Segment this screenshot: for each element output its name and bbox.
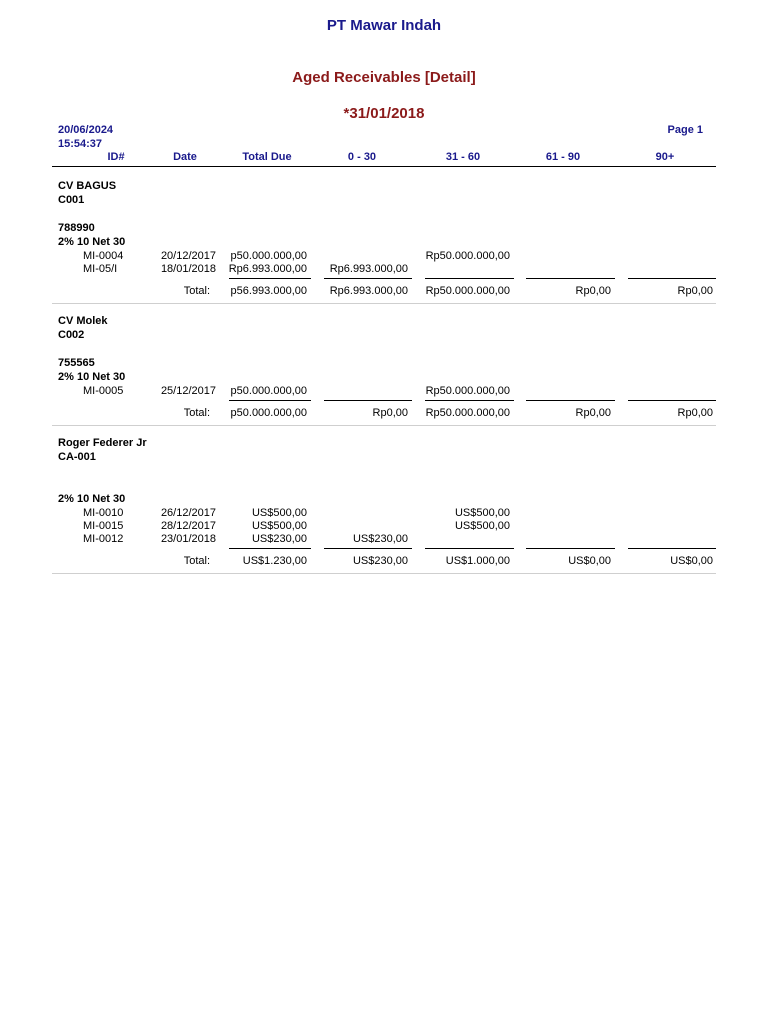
column-header-6: 90+ (655, 151, 675, 163)
total-amount-d90: Rp0,00 (677, 407, 713, 419)
invoice-amount-d31-60: Rp50.000.000,00 (425, 250, 510, 262)
total-amount-d90: US$0,00 (670, 555, 713, 567)
subtotal-rule (628, 548, 716, 549)
total-amount-d31-60: Rp50.000.000,00 (425, 285, 510, 297)
report-title: Aged Receivables [Detail] (292, 69, 476, 86)
company-name: PT Mawar Indah (326, 17, 442, 34)
customer-separator (52, 573, 716, 574)
subtotal-rule (526, 400, 615, 401)
subtotal-rule (229, 400, 311, 401)
report-as-of-date: *31/01/2018 (343, 105, 425, 122)
subtotal-rule (628, 278, 716, 279)
invoice-date: 28/12/2017 (160, 520, 216, 532)
customer-account: 788990 (58, 222, 95, 234)
total-amount-d0-30: Rp6.993.000,00 (329, 285, 408, 297)
customer-code: C001 (58, 194, 85, 206)
invoice-amount-d31-60: US$500,00 (454, 520, 510, 532)
total-amount-d31-60: US$1.000,00 (445, 555, 510, 567)
column-header-5: 61 - 90 (545, 151, 581, 163)
total-amount-d61-90: US$0,00 (568, 555, 611, 567)
customer-account: 755565 (58, 357, 95, 369)
header-underline (52, 166, 716, 167)
column-header-4: 31 - 60 (445, 151, 481, 163)
payment-terms: 2% 10 Net 30 (58, 371, 126, 383)
total-label: Total: (183, 555, 210, 567)
customer-separator (52, 303, 716, 304)
total-amount-total-due: US$1.230,00 (242, 555, 307, 567)
customer-name: Roger Federer Jr (58, 437, 147, 449)
payment-terms: 2% 10 Net 30 (58, 236, 126, 248)
invoice-amount-total-due: US$500,00 (251, 520, 307, 532)
total-amount-d90: Rp0,00 (677, 285, 713, 297)
invoice-amount-total-due: Rp6.993.000,00 (228, 263, 307, 275)
customer-name: CV BAGUS (58, 180, 117, 192)
invoice-amount-total-due: US$500,00 (251, 507, 307, 519)
column-header-1: Date (173, 151, 197, 163)
invoice-amount-d0-30: US$230,00 (352, 533, 408, 545)
invoice-date: 18/01/2018 (160, 263, 216, 275)
invoice-id: MI-0005 (83, 385, 124, 397)
subtotal-rule (324, 400, 412, 401)
column-header-0: ID# (107, 151, 125, 163)
subtotal-rule (324, 548, 412, 549)
invoice-amount-d0-30: Rp6.993.000,00 (329, 263, 408, 275)
invoice-amount-total-due: US$230,00 (251, 533, 307, 545)
page-number: Page 1 (667, 124, 703, 136)
total-amount-d61-90: Rp0,00 (575, 285, 611, 297)
customer-separator (52, 425, 716, 426)
subtotal-rule (229, 548, 311, 549)
total-amount-total-due: p56.993.000,00 (230, 285, 307, 297)
invoice-date: 25/12/2017 (160, 385, 216, 397)
print-time: 15:54:37 (58, 138, 103, 150)
invoice-date: 23/01/2018 (160, 533, 216, 545)
total-label: Total: (183, 407, 210, 419)
subtotal-rule (526, 548, 615, 549)
total-amount-d0-30: Rp0,00 (372, 407, 408, 419)
customer-code: C002 (58, 329, 85, 341)
invoice-id: MI-0012 (83, 533, 124, 545)
total-amount-total-due: p50.000.000,00 (230, 407, 307, 419)
invoice-id: MI-0004 (83, 250, 124, 262)
invoice-id: MI-05/I (83, 263, 118, 275)
invoice-date: 20/12/2017 (160, 250, 216, 262)
invoice-amount-total-due: p50.000.000,00 (230, 250, 307, 262)
subtotal-rule (425, 400, 514, 401)
subtotal-rule (628, 400, 716, 401)
invoice-id: MI-0015 (83, 520, 124, 532)
total-amount-d61-90: Rp0,00 (575, 407, 611, 419)
invoice-amount-d31-60: Rp50.000.000,00 (425, 385, 510, 397)
print-date: 20/06/2024 (58, 124, 114, 136)
invoice-date: 26/12/2017 (160, 507, 216, 519)
invoice-amount-total-due: p50.000.000,00 (230, 385, 307, 397)
column-header-3: 0 - 30 (347, 151, 377, 163)
invoice-id: MI-0010 (83, 507, 124, 519)
total-label: Total: (183, 285, 210, 297)
subtotal-rule (526, 278, 615, 279)
column-header-2: Total Due (242, 151, 292, 163)
subtotal-rule (425, 548, 514, 549)
total-amount-d0-30: US$230,00 (352, 555, 408, 567)
customer-name: CV Molek (58, 315, 108, 327)
customer-code: CA-001 (58, 451, 96, 463)
subtotal-rule (229, 278, 311, 279)
subtotal-rule (425, 278, 514, 279)
total-amount-d31-60: Rp50.000.000,00 (425, 407, 510, 419)
invoice-amount-d31-60: US$500,00 (454, 507, 510, 519)
payment-terms: 2% 10 Net 30 (58, 493, 126, 505)
subtotal-rule (324, 278, 412, 279)
